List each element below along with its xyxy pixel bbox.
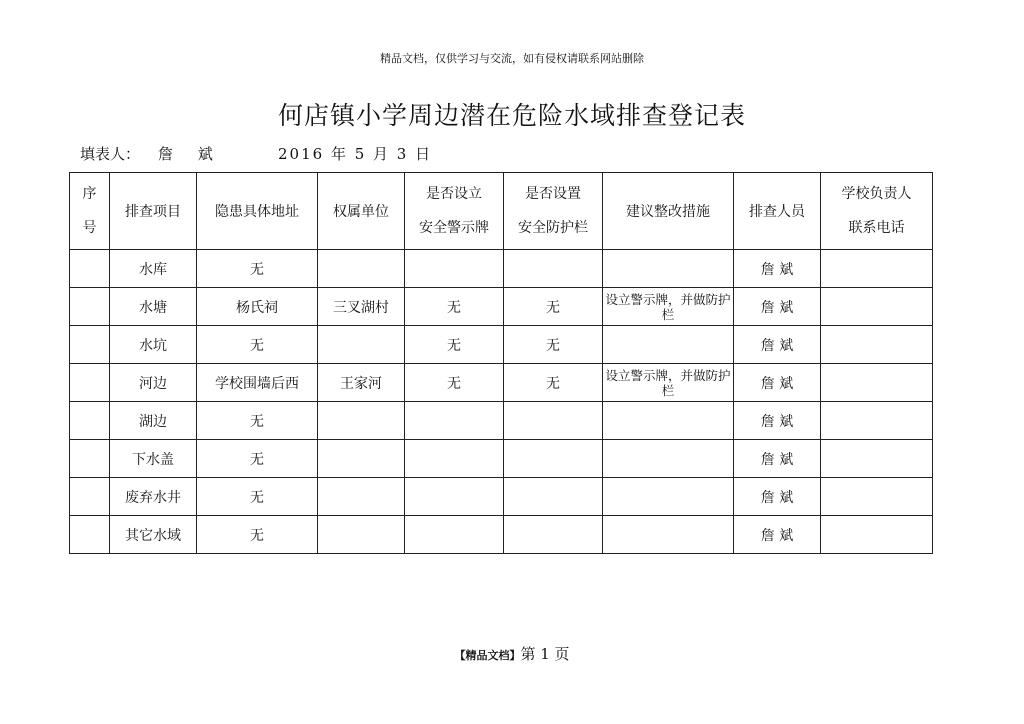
cell-contact	[821, 364, 933, 402]
cell-inspector: 詹 斌	[734, 516, 821, 554]
cell-index	[70, 402, 110, 440]
cell-item: 湖边	[110, 402, 197, 440]
cell-address: 无	[197, 402, 318, 440]
cell-inspector: 詹 斌	[734, 250, 821, 288]
cell-fence: 无	[504, 288, 603, 326]
cell-owner	[318, 250, 405, 288]
cell-fence: 无	[504, 326, 603, 364]
cell-measures	[603, 478, 734, 516]
cell-item: 水库	[110, 250, 197, 288]
cell-sign: 无	[405, 364, 504, 402]
table-row	[70, 364, 933, 402]
cell-inspector: 詹 斌	[734, 326, 821, 364]
cell-sign	[405, 250, 504, 288]
header-inspector: 排查人员	[734, 173, 821, 250]
cell-sign	[405, 516, 504, 554]
cell-measures	[603, 516, 734, 554]
registration-table	[69, 172, 933, 554]
cell-item: 水塘	[110, 288, 197, 326]
cell-fence	[504, 478, 603, 516]
header-address: 隐患具体地址	[197, 173, 318, 250]
cell-address: 无	[197, 516, 318, 554]
form-date: 2016 年 5 月 3 日	[278, 145, 433, 163]
filler-label: 填表人：	[80, 145, 141, 163]
cell-index	[70, 288, 110, 326]
cell-item: 河边	[110, 364, 197, 402]
cell-item: 废弃水井	[110, 478, 197, 516]
header-owner: 权属单位	[318, 173, 405, 250]
cell-owner	[318, 440, 405, 478]
header-note: 精品文档，仅供学习与交流，如有侵权请联系网站删除	[380, 52, 644, 65]
cell-owner	[318, 516, 405, 554]
cell-contact	[821, 402, 933, 440]
cell-sign	[405, 440, 504, 478]
cell-fence	[504, 402, 603, 440]
cell-owner	[318, 478, 405, 516]
cell-sign	[405, 402, 504, 440]
cell-index	[70, 250, 110, 288]
cell-measures: 设立警示牌，并做防护栏	[603, 364, 734, 402]
footer-tag: 【精品文档】	[454, 649, 521, 662]
cell-address: 无	[197, 326, 318, 364]
cell-item: 其它水域	[110, 516, 197, 554]
cell-measures	[603, 326, 734, 364]
cell-address: 杨氏祠	[197, 288, 318, 326]
form-meta	[80, 143, 432, 164]
cell-item: 水坑	[110, 326, 197, 364]
cell-inspector: 詹 斌	[734, 288, 821, 326]
table-row	[70, 402, 933, 440]
cell-measures	[603, 250, 734, 288]
cell-index	[70, 440, 110, 478]
filler-name: 詹 斌	[158, 145, 223, 163]
cell-contact	[821, 440, 933, 478]
cell-index	[70, 516, 110, 554]
cell-measures	[603, 402, 734, 440]
cell-contact	[821, 516, 933, 554]
table-row	[70, 288, 933, 326]
header-contact: 学校负责人 联系电话	[821, 173, 933, 250]
cell-owner: 王家河	[318, 364, 405, 402]
cell-contact	[821, 250, 933, 288]
cell-inspector: 詹 斌	[734, 478, 821, 516]
cell-measures: 设立警示牌，并做防护栏	[603, 288, 734, 326]
cell-address: 无	[197, 440, 318, 478]
cell-measures	[603, 440, 734, 478]
table-row	[70, 478, 933, 516]
header-index: 序 号	[70, 173, 110, 250]
cell-fence	[504, 250, 603, 288]
cell-contact	[821, 326, 933, 364]
table-row	[70, 326, 933, 364]
cell-index	[70, 478, 110, 516]
page-title: 何店镇小学周边潜在危险水域排查登记表	[277, 101, 746, 130]
cell-address: 无	[197, 478, 318, 516]
cell-index	[70, 326, 110, 364]
cell-address: 学校围墙后西	[197, 364, 318, 402]
cell-sign: 无	[405, 326, 504, 364]
cell-contact	[821, 478, 933, 516]
page-footer	[0, 643, 1024, 664]
cell-fence: 无	[504, 364, 603, 402]
cell-sign: 无	[405, 288, 504, 326]
table-row	[70, 250, 933, 288]
table-row	[70, 440, 933, 478]
cell-fence	[504, 516, 603, 554]
cell-inspector: 詹 斌	[734, 402, 821, 440]
header-item: 排查项目	[110, 173, 197, 250]
cell-address: 无	[197, 250, 318, 288]
cell-owner	[318, 326, 405, 364]
cell-sign	[405, 478, 504, 516]
header-sign: 是否设立 安全警示牌	[405, 173, 504, 250]
cell-fence	[504, 440, 603, 478]
cell-contact	[821, 288, 933, 326]
cell-inspector: 詹 斌	[734, 364, 821, 402]
cell-item: 下水盖	[110, 440, 197, 478]
table-row	[70, 516, 933, 554]
cell-index	[70, 364, 110, 402]
cell-owner: 三叉湖村	[318, 288, 405, 326]
page-number: 第 1 页	[520, 645, 570, 663]
header-measures: 建议整改措施	[603, 173, 734, 250]
cell-inspector: 詹 斌	[734, 440, 821, 478]
table-header-row	[70, 173, 933, 250]
header-fence: 是否设置 安全防护栏	[504, 173, 603, 250]
cell-owner	[318, 402, 405, 440]
